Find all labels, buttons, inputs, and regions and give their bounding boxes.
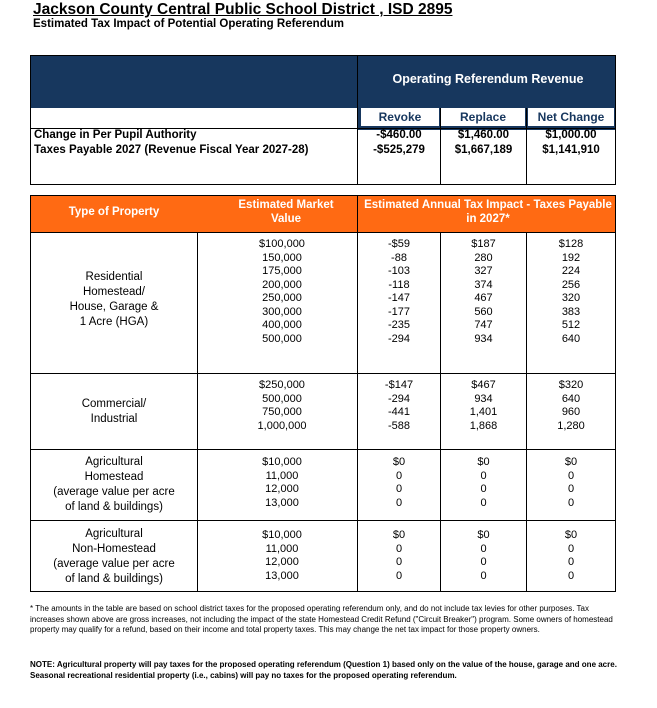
table-cell: 150,000 xyxy=(262,251,302,264)
table-cell: 0 xyxy=(395,569,403,582)
page-title: Jackson County Central Public School District , ISD 2895 xyxy=(33,1,453,18)
table-cell: 374 xyxy=(474,278,493,291)
table-cell: 0 xyxy=(567,569,575,582)
table-cell: -147 xyxy=(387,292,411,304)
table-cell: -441 xyxy=(387,406,411,418)
table-cell: $467 xyxy=(471,379,496,391)
table-cell: 0 xyxy=(567,542,575,555)
table-cell: 500,000 xyxy=(262,392,302,405)
table-cell: 1,280 xyxy=(557,419,585,432)
property-type-ag-homestead: Agricultural Homestead (average value per acre of land & buildings) xyxy=(53,456,175,513)
table-cell: $128 xyxy=(558,238,584,250)
market-values-ag-homestead xyxy=(227,456,337,510)
row-divider xyxy=(31,232,615,233)
market-values-ag-non-homestead xyxy=(227,529,337,583)
table-cell: 0 xyxy=(480,496,487,509)
table-cell: 747 xyxy=(474,319,493,331)
table-cell: 0 xyxy=(567,496,575,509)
market-values-residential xyxy=(227,238,337,346)
property-type-commercial: Commercial/ Industrial xyxy=(81,398,147,425)
table-cell: 320 xyxy=(561,292,581,304)
property-type-ag-non-homestead: Agricultural Non-Homestead (average value per acre of land & buildings) xyxy=(53,528,175,585)
net-change-values: $1,000.00 $1,141,910 xyxy=(542,129,600,156)
table-cell: 560 xyxy=(474,305,493,318)
table-cell: 224 xyxy=(561,265,581,277)
table-cell: 383 xyxy=(561,305,581,318)
table-cell: 640 xyxy=(561,392,581,405)
net-residential xyxy=(527,238,615,346)
replace-residential xyxy=(441,238,526,346)
table-cell: -294 xyxy=(387,332,411,345)
row-divider xyxy=(31,449,615,450)
table-cell: -294 xyxy=(387,392,411,405)
table-cell: 0 xyxy=(395,556,403,568)
table-cell: -$59 xyxy=(387,238,411,250)
table-cell: 192 xyxy=(561,251,581,264)
table-cell: 0 xyxy=(395,469,403,482)
table-cell: $0 xyxy=(564,456,578,468)
table-cell: -88 xyxy=(391,251,407,264)
table-cell: 467 xyxy=(474,292,493,304)
table-cell: 1,401 xyxy=(469,406,498,418)
table-cell: 640 xyxy=(561,332,581,345)
table-cell: $0 xyxy=(392,456,406,468)
table-cell: 400,000 xyxy=(262,319,302,331)
col-revoke: Revoke xyxy=(361,108,439,126)
table-cell: 934 xyxy=(474,392,493,405)
table-cell: 250,000 xyxy=(262,292,302,304)
table-cell: 0 xyxy=(567,483,575,495)
revoke-residential xyxy=(358,238,440,346)
replace-commercial xyxy=(441,379,526,433)
table-cell: 13,000 xyxy=(265,569,299,582)
col-replace: Replace xyxy=(441,108,525,126)
table-cell: -588 xyxy=(387,419,411,432)
table-cell: $0 xyxy=(564,529,578,541)
revoke-values: -$460.00 -$525,279 xyxy=(373,129,425,156)
revenue-vline xyxy=(357,56,358,184)
footnote-note: NOTE: Agricultural property will pay taxes for the proposed operating referendum (Question 1) based only on the value of the house, garage and one acre. Seasonal recreational residential property (i.e., cabins) will pay no taxes for the proposed operating referendum. xyxy=(30,660,617,680)
header-type: Type of Property xyxy=(68,206,160,218)
table-cell: $10,000 xyxy=(262,529,302,541)
header-market-value: Estimated Market Value xyxy=(238,199,334,225)
property-type-residential: Residential Homestead/ House, Garage & 1 Acre (HGA) xyxy=(69,271,159,328)
table-cell: 327 xyxy=(474,265,493,277)
table-cell: -103 xyxy=(387,265,411,277)
revoke-ag-non-homestead xyxy=(358,529,440,583)
table-cell: 0 xyxy=(480,483,487,495)
table-cell: $0 xyxy=(477,529,490,541)
revenue-table xyxy=(30,55,616,185)
table-cell: 256 xyxy=(561,278,581,291)
net-ag-non-homestead xyxy=(527,529,615,583)
table-cell: 11,000 xyxy=(265,469,299,482)
replace-ag-non-homestead xyxy=(441,529,526,583)
table-cell: 500,000 xyxy=(262,332,302,345)
revoke-ag-homestead xyxy=(358,456,440,510)
table-cell: 0 xyxy=(480,556,487,568)
market-values-commercial xyxy=(227,379,337,433)
table-cell: $187 xyxy=(471,238,496,250)
table-cell: -177 xyxy=(387,305,411,318)
header-impact: Estimated Annual Tax Impact - Taxes Payable in 2027* xyxy=(364,199,612,225)
revoke-commercial xyxy=(358,379,440,433)
page-subtitle: Estimated Tax Impact of Potential Operating Referendum xyxy=(33,18,344,30)
row-divider xyxy=(31,520,615,521)
col-divider xyxy=(197,232,198,591)
tax-impact-table xyxy=(30,195,616,592)
col-net-change: Net Change xyxy=(528,108,614,126)
table-cell: -$147 xyxy=(384,379,414,391)
net-commercial xyxy=(527,379,615,433)
table-cell: $10,000 xyxy=(262,456,302,468)
table-cell: $0 xyxy=(477,456,490,468)
table-cell: 200,000 xyxy=(262,278,302,291)
revenue-heading: Operating Referendum Revenue xyxy=(392,72,584,86)
replace-ag-homestead xyxy=(441,456,526,510)
table-cell: 280 xyxy=(474,251,493,264)
table-cell: -118 xyxy=(388,278,410,291)
table-cell: 0 xyxy=(567,556,575,568)
table-cell: -235 xyxy=(387,319,411,331)
table-cell: 1,868 xyxy=(469,419,498,432)
table-cell: $0 xyxy=(392,529,406,541)
table-cell: $320 xyxy=(558,379,584,391)
table-cell: 512 xyxy=(561,319,581,331)
table-cell: 0 xyxy=(395,496,403,509)
table-cell: 12,000 xyxy=(265,556,299,568)
table-cell: 750,000 xyxy=(262,406,302,418)
table-cell: $100,000 xyxy=(259,238,305,250)
table-cell: 934 xyxy=(474,332,493,345)
revenue-row-labels: Change in Per Pupil Authority Taxes Payable 2027 (Revenue Fiscal Year 2027-28) xyxy=(34,129,309,156)
table-cell: 12,000 xyxy=(265,483,299,495)
replace-values: $1,460.00 $1,667,189 xyxy=(454,129,513,156)
table-cell: 0 xyxy=(395,542,403,555)
table-cell: $250,000 xyxy=(259,379,305,391)
table-cell: 0 xyxy=(480,469,487,482)
table-cell: 960 xyxy=(561,406,581,418)
table-cell: 0 xyxy=(567,469,575,482)
table-cell: 0 xyxy=(480,542,487,555)
row-divider xyxy=(31,373,615,374)
table-cell: 0 xyxy=(480,569,487,582)
table-cell: 300,000 xyxy=(262,305,302,318)
table-cell: 0 xyxy=(395,483,403,495)
net-ag-homestead xyxy=(527,456,615,510)
table-cell: 11,000 xyxy=(265,542,299,555)
table-cell: 13,000 xyxy=(265,496,299,509)
table-cell: 1,000,000 xyxy=(257,419,307,432)
table-cell: 175,000 xyxy=(262,265,302,277)
footnote-asterisk: * The amounts in the table are based on school district taxes for the proposed operating referendum only, and do not include tax levies for other purposes. Tax increases shown above are gross increases, not including the impact of the state Homestead Credit Refund ("Circuit Breaker") program. Some owners of homestead property may qualify for a refund, based on their income and total property taxes. This may change the net tax impact for those property owners. xyxy=(30,604,613,634)
